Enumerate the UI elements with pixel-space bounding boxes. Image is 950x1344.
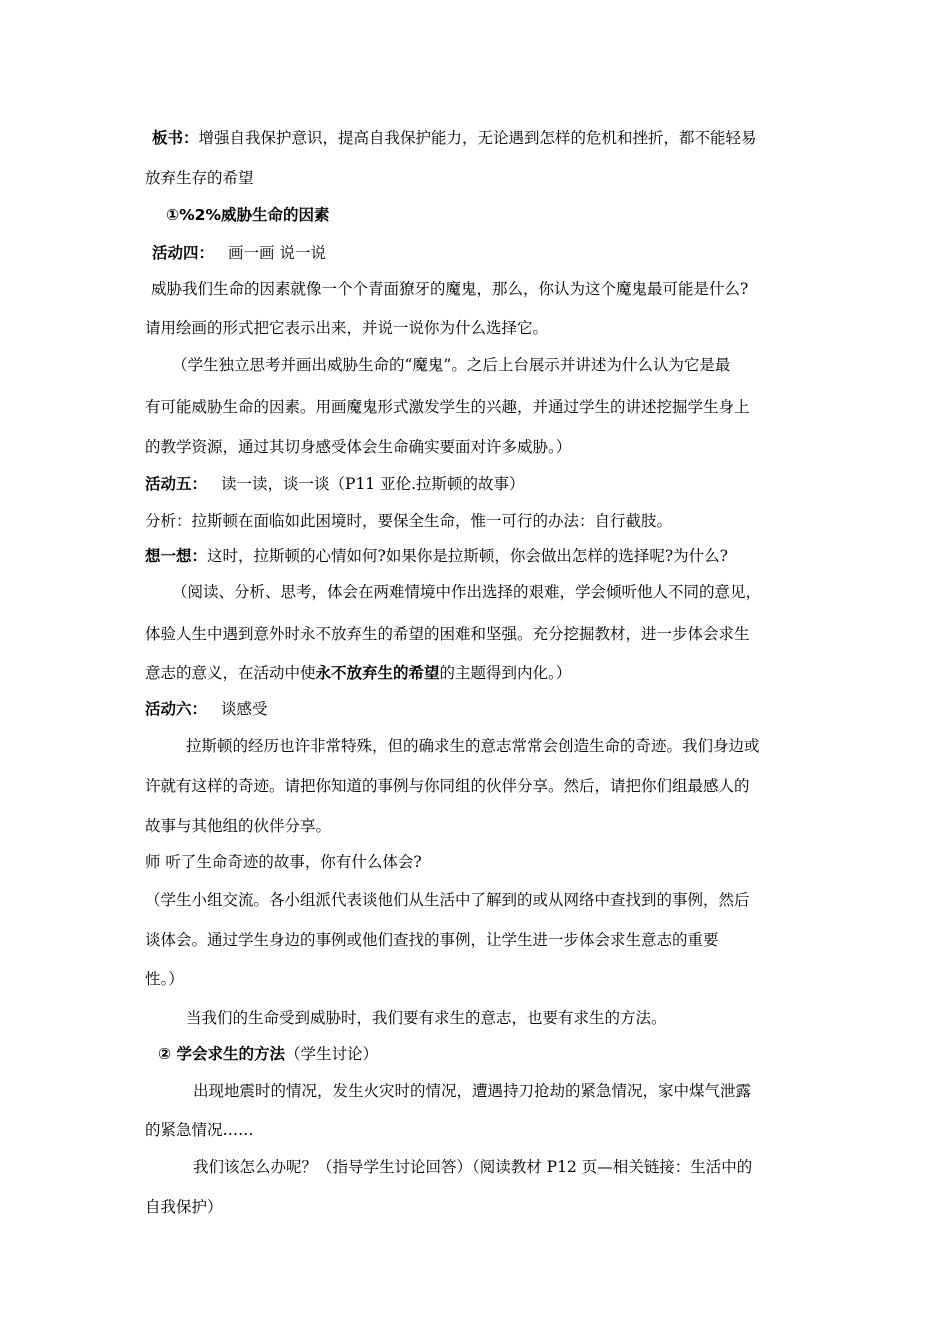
section-heading-2 [158,1044,378,1064]
paragraph-2-line-2: 请用绘画的形式把它表示出来，并说一说你为什么选择它。 [145,319,549,337]
paragraph-5-text-a: 意志的意义，在活动中使 [145,664,316,682]
paragraph-5-bold: 永不放弃生的希望 [315,664,440,682]
paragraph-5-line-3 [145,663,571,683]
think-label: 想一想： [145,547,208,565]
analysis-line: 分析：拉斯顿在面临如此困境时，要保全生命，惟一可行的办法：自行截肢。 [145,512,673,530]
paragraph-9: 当我们的生命受到威胁时，我们要有求生的意志，也要有求生的方法。 [186,1009,667,1027]
section-heading-2-label: ② 学会求生的方法 [158,1045,286,1063]
blackboard-line-1 [152,128,757,148]
paragraph-10-line-1: 出现地震时的情况，发生火灾时的情况，遭遇持刀抢劫的紧急情况，家中煤气泄露 [193,1082,752,1100]
paragraph-5-text-c: 的主题得到内化。） [439,664,572,682]
paragraph-6-line-3: 故事与其他组的伙伴分享。 [145,817,332,835]
paragraph-3-line-1: （学生独立思考并画出威胁生命的“魔鬼”。之后上台展示并讲述为什么认为它是最 [172,356,731,374]
paragraph-6-line-1: 拉斯顿的经历也许非常特殊，但的确求生的意志常常会创造生命的奇迹。我们身边或 [186,737,760,755]
paragraph-8-line-2: 谈体会。通过学生身边的事例或他们查找的事例，让学生进一步体会求生意志的重要 [145,931,719,949]
activity-6-label: 活动六： [145,700,208,718]
paragraph-6-line-2: 许就有这样的奇迹。请把你知道的事例与你同组的伙伴分享。然后，请把你们组最感人的 [145,777,750,795]
activity-5-line [145,474,525,494]
activity-5-label: 活动五： [145,475,208,493]
paragraph-11-line-1: 我们该怎么办呢？（指导学生讨论回答）（阅读教材 P12 页—相关链接：生活中的 [193,1158,753,1176]
paragraph-10-line-2: 的紧急情况…… [145,1121,254,1139]
blackboard-label: 板书： [152,129,199,147]
activity-4-line [152,243,326,263]
activity-6-line [145,699,268,719]
think-text: 这时，拉斯顿的心情如何?如果你是拉斯顿，你会做出怎样的选择呢?为什么? [207,547,728,565]
paragraph-3-line-2: 有可能威胁生命的因素。用画魔鬼形式激发学生的兴趣，并通过学生的讲述挖掘学生身上 [145,398,750,416]
paragraph-8-line-3: 性。） [145,970,184,988]
section-heading-1: ①%2%威胁生命的因素 [166,206,330,224]
teacher-question: 师 听了生命奇迹的故事，你有什么体会? [145,853,422,871]
think-line [145,546,728,566]
blackboard-line-2: 放弃生存的希望 [145,169,254,187]
blackboard-text: 增强自我保护意识，提高自我保护能力，无论遇到怎样的危机和挫折，都不能轻易 [198,129,757,147]
paragraph-5-line-2: 体验人生中遇到意外时永不放弃生的希望的困难和坚强。充分挖掘教材，进一步体会求生 [145,625,750,643]
paragraph-2-line-1: 威胁我们生命的因素就像一个个青面獠牙的魔鬼，那么，你认为这个魔鬼最可能是什么? [151,280,749,298]
activity-4-text: 画一画 说一说 [228,244,326,262]
activity-5-text: 读一读，谈一谈（P11 亚伦.拉斯顿的故事） [221,475,525,493]
activity-6-text: 谈感受 [221,700,268,718]
activity-4-label: 活动四： [152,244,215,262]
paragraph-5-line-1: （阅读、分析、思考，体会在两难情境中作出选择的艰难，学会倾听他人不同的意见， [172,583,762,601]
paragraph-11-line-2: 自我保护） [145,1198,223,1216]
paragraph-8-line-1: （学生小组交流。各小组派代表谈他们从生活中了解到的或从网络中查找到的事例，然后 [145,891,750,909]
paragraph-3-line-3: 的教学资源，通过其切身感受体会生命确实要面对许多威胁。） [145,438,572,456]
section-heading-2-text: （学生讨论） [285,1045,379,1063]
